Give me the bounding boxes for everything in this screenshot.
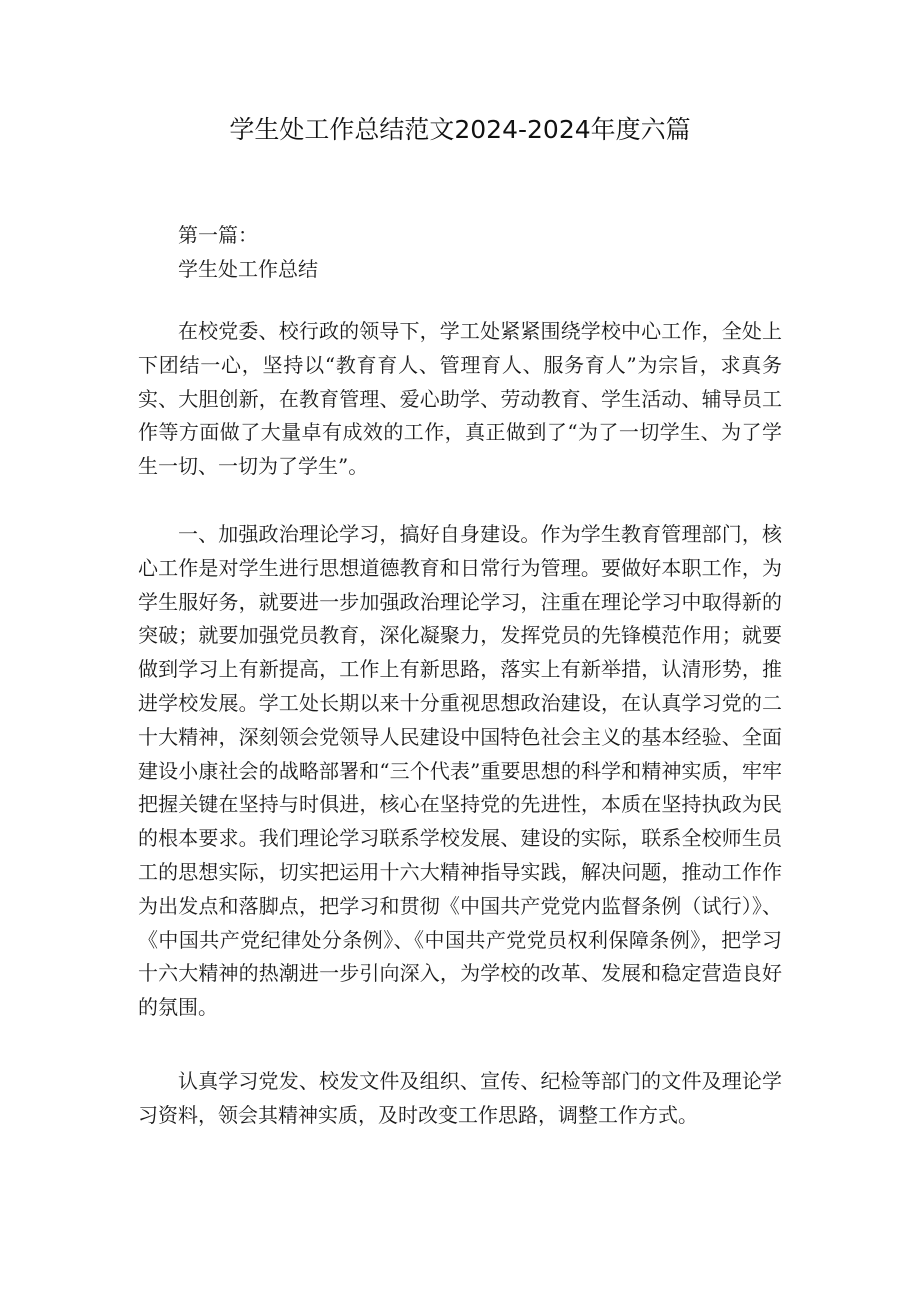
paragraph-intro: 在校党委、校行政的领导下，学工处紧紧围绕学校中心工作，全处上下团结一心，坚持以“教育育人、管理育人、服务育人”为宗旨，求真务实、大胆创新，在教育管理、爱心助学、劳动教育、学生活动、辅导员工作等方面做了大量卓有成效的工作，真正做到了“为了一切学生、为了学生一切、一切为了学生”。 (138, 319, 782, 479)
document-title: 学生处工作总结范文2024-2024年度六篇 (229, 115, 691, 144)
paragraph-political-study: 一、加强政治理论学习，搞好自身建设。作为学生教育管理部门，核心工作是对学生进行思想道德教育和日常行为管理。要做好本职工作，为学生服好务，就要进一步加强政治理论学习，注重在理论学习中取得新的突破；就要加强党员教育，深化凝聚力，发挥党员的先锋模范作用；就要做到学习上有新提高，工作上有新思路，落实上有新举措，认清形势，推进学校发展。学工处长期以来十分重视思想政治建设，在认真学习党的二十大精神，深刻领会党领导人民建设中国特色社会主义的基本经验、全面建设小康社会的战略部署和“三个代表”重要思想的科学和精神实质，牢牢把握关键在坚持与时俱进，核心在坚持党的先进性，本质在坚持执政为民的根本要求。我们理论学习联系学校发展、建设的实际，联系全校师生员工的思想实际，切实把运用十六大精神指导实践，解决问题，推动工作作为出发点和落脚点，把学习和贯彻《中国共产党党内监督条例（试行）》、《中国共产党纪律处分条例》、《中国共产党党员权利保障条例》，把学习十六大精神的热潮进一步引向深入，为学校的改革、发展和稳定营造良好的氛围。 (138, 522, 782, 1020)
section-label: 第一篇： (178, 223, 258, 247)
section-subtitle: 学生处工作总结 (178, 257, 318, 281)
paragraph-document-study: 认真学习党发、校发文件及组织、宣传、纪检等部门的文件及理论学习资料，领会其精神实质，及时改变工作思路，调整工作方式。 (138, 1069, 782, 1127)
